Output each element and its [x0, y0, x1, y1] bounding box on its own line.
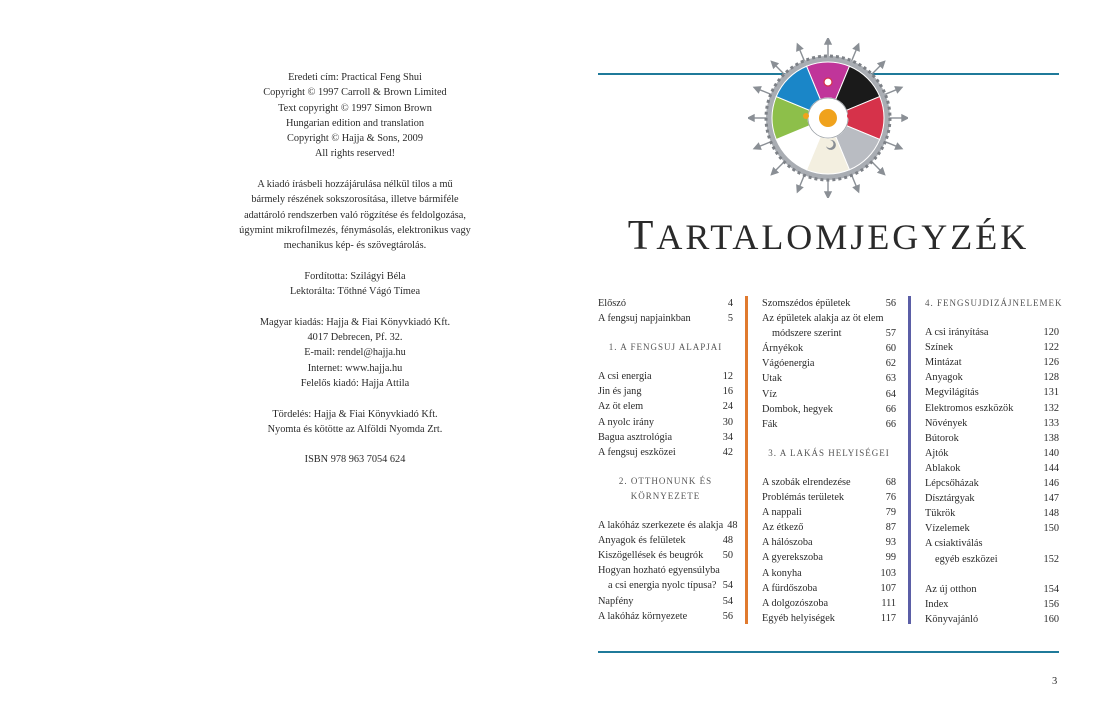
toc-entry-page: 64 — [885, 388, 896, 400]
toc-section-2-list — [598, 518, 738, 624]
toc-entry-page: 147 — [1043, 493, 1059, 505]
toc-entry[interactable] — [598, 609, 733, 624]
toc-entry-page: 12 — [722, 371, 733, 383]
toc-entry[interactable] — [925, 401, 1059, 416]
toc-entry[interactable] — [598, 399, 733, 414]
imprint-line: All rights reserved! — [314, 148, 396, 160]
imprint-line: Internet: www.hajja.hu — [307, 362, 403, 374]
imprint-line: Copyright © 1997 Carroll & Brown Limited — [263, 87, 447, 99]
toc-entry-title: Vágóenergia — [762, 358, 815, 370]
imprint-line: mechanikus kép- és szövegtárolás. — [283, 240, 427, 252]
toc-entry[interactable] — [762, 475, 896, 490]
toc-entry-page: 152 — [1043, 553, 1059, 565]
toc-entry-title: Anyagok — [925, 372, 963, 384]
toc-entry-title: Növények — [925, 417, 968, 429]
toc-entry-title: Víz — [762, 388, 777, 400]
toc-entry-title: Tükrök — [925, 508, 956, 520]
toc-entry-page: 132 — [1043, 402, 1059, 414]
toc-entry[interactable] — [762, 596, 896, 611]
bottom-rule — [598, 651, 1059, 653]
toc-entry-page: 107 — [880, 582, 896, 594]
toc-entry-page: 66 — [885, 418, 896, 430]
toc-entry[interactable] — [762, 326, 896, 341]
toc-entry[interactable] — [598, 594, 733, 609]
toc-entry-title: egyéb eszközei — [935, 553, 998, 565]
toc-entry-title: Szomszédos épületek — [762, 298, 851, 309]
toc-entry-page: 93 — [885, 537, 896, 549]
section-heading-line: 2. OTTHONUNK ÉS — [618, 475, 713, 486]
toc-entry-title: Problémás területek — [762, 492, 845, 504]
toc-end-list — [925, 582, 1059, 627]
toc-entry-page: 34 — [722, 431, 733, 443]
toc-entry-title: Az új otthon — [925, 583, 977, 595]
toc-entry[interactable] — [762, 296, 896, 311]
toc-entry[interactable] — [925, 340, 1059, 355]
toc-entry[interactable] — [925, 521, 1059, 536]
toc-entry-page: 4 — [727, 298, 733, 309]
toc-entry[interactable] — [598, 296, 733, 311]
toc-title: TARTALOMJEGYZÉK — [627, 213, 1030, 259]
toc-entry-page: 54 — [722, 580, 733, 592]
imprint-line: Nyomta és kötötte az Alföldi Nyomda Zrt. — [267, 423, 443, 435]
toc-entry[interactable] — [925, 582, 1059, 597]
toc-entry-page: 140 — [1043, 447, 1059, 459]
toc-entry-title: A szobák elrendezése — [762, 476, 851, 488]
imprint-line: A kiadó írásbeli hozzájárulása nélkül tilos a mű — [257, 179, 453, 191]
wheel-center-sun — [819, 109, 837, 127]
toc-entry-title: A csiaktiválás — [925, 538, 983, 550]
toc-section-2-continued-list — [762, 296, 896, 432]
toc-entry-page: 156 — [1043, 598, 1059, 610]
toc-section-4-list — [925, 325, 1059, 567]
toc-entry[interactable] — [925, 370, 1059, 385]
toc-column-1 — [598, 296, 738, 624]
imprint-publisher-block — [170, 315, 540, 391]
toc-entry[interactable] — [598, 548, 733, 563]
toc-entry-page: 131 — [1043, 387, 1059, 399]
toc-entry-title: Árnyékok — [762, 343, 804, 355]
imprint-line: Text copyright © 1997 Simon Brown — [278, 102, 432, 114]
imprint-line: Tördelés: Hajja & Fiai Könyvkiadó Kft. — [272, 408, 438, 420]
metal-symbol-icon — [847, 113, 853, 119]
section-heading-3 — [762, 446, 896, 461]
toc-entry-title: A gyerekszoba — [762, 552, 823, 564]
toc-entry-title: Lépcsőházak — [925, 478, 979, 490]
toc-entry-page: 148 — [1043, 508, 1059, 520]
toc-entry-page: 133 — [1043, 417, 1059, 429]
toc-entry-page: 66 — [885, 403, 896, 415]
toc-entry[interactable] — [762, 356, 896, 371]
imprint-line: E-mail: rendel@hajja.hu — [304, 347, 406, 359]
toc-entry[interactable] — [598, 415, 733, 430]
fire-symbol-icon — [824, 78, 832, 86]
toc-entry[interactable] — [762, 371, 896, 386]
toc-entry-page: 60 — [885, 343, 896, 355]
toc-entry-title: Index — [925, 598, 949, 610]
toc-entry-title: Kiszögellések és beugrók — [598, 550, 704, 562]
toc-entry-title: Ablakok — [925, 462, 961, 474]
toc-entry-page: 68 — [885, 476, 896, 488]
toc-entry[interactable] — [598, 445, 733, 460]
toc-entry-title: A fengsuj napjainkban — [598, 313, 691, 325]
toc-entry-page: 56 — [722, 610, 733, 622]
toc-entry-title: Dísztárgyak — [925, 493, 975, 505]
toc-entry-title: Vízelemek — [925, 523, 970, 535]
toc-entry-page: 63 — [885, 373, 896, 385]
toc-entry[interactable] — [925, 597, 1059, 612]
section-heading-line: 3. A LAKÁS HELYISÉGEI — [768, 447, 890, 458]
toc-entry[interactable] — [598, 518, 738, 533]
toc-section-1-list — [598, 369, 733, 460]
imprint-line: bármely részének sokszorosítása, illetve bármiféle — [251, 194, 459, 206]
toc-column-3 — [925, 296, 1063, 627]
toc-entry[interactable] — [925, 506, 1059, 521]
spacer — [925, 567, 1059, 582]
toc-entry-page: 146 — [1043, 478, 1059, 490]
imprint-rights-block — [170, 177, 540, 253]
section-heading-1 — [598, 340, 733, 355]
imprint-line: 4017 Debrecen, Pf. 32. — [307, 332, 403, 344]
toc-entry-page: 48 — [722, 535, 733, 547]
toc-entry-page: 54 — [722, 595, 733, 607]
toc-entry-page: 30 — [722, 416, 733, 428]
toc-entry-title: A hálószoba — [762, 537, 813, 549]
toc-entry-title: Egyéb helyiségek — [762, 612, 835, 624]
toc-entry[interactable] — [925, 552, 1059, 567]
toc-entry-title: A konyha — [762, 567, 802, 579]
imprint-line: úgymint mikrofilmezés, fénymásolás, elektronikus vagy — [239, 224, 471, 236]
toc-entry-title: A lakóház szerkezete és alakja — [598, 520, 724, 532]
toc-entry-page: 126 — [1043, 357, 1059, 369]
toc-entry-page: 150 — [1043, 523, 1059, 535]
toc-entry-title: A nappali — [762, 507, 802, 519]
toc-entry-page: 99 — [885, 552, 896, 564]
imprint-original-title-block — [170, 70, 540, 162]
toc-entry[interactable] — [925, 431, 1059, 446]
toc-entry[interactable] — [762, 387, 896, 402]
toc-entry[interactable] — [598, 430, 733, 445]
toc-entry-title: A lakóház környezete — [598, 610, 688, 622]
toc-entry-page: 48 — [727, 520, 738, 532]
toc-entry-title: A fengsuj eszközei — [598, 446, 676, 458]
toc-entry[interactable] — [925, 536, 1059, 551]
toc-entry[interactable] — [762, 535, 896, 550]
toc-entry[interactable] — [762, 417, 896, 432]
toc-entry-page: 138 — [1043, 432, 1059, 444]
toc-entry[interactable] — [925, 385, 1059, 400]
imprint-line: Copyright © Hajja & Sons, 2009 — [287, 133, 423, 145]
toc-entry-page: 42 — [722, 446, 733, 458]
toc-entry-title: Ajtók — [925, 447, 949, 459]
toc-entry-page: 24 — [722, 401, 733, 413]
toc-entry[interactable] — [762, 581, 896, 596]
toc-entry-title: A csi irányítása — [925, 327, 989, 339]
toc-entry[interactable] — [762, 311, 896, 326]
toc-entry[interactable] — [762, 490, 896, 505]
imprint-translator-block — [170, 269, 540, 300]
toc-entry-title: a csi energia nyolc típusa? — [608, 580, 717, 592]
toc-entry[interactable] — [925, 446, 1059, 461]
toc-entry-title: Színek — [925, 342, 954, 354]
toc-entry-page: 57 — [885, 328, 896, 340]
toc-entry-title: Anyagok és felületek — [598, 535, 686, 547]
toc-entry-page: 111 — [881, 597, 896, 609]
toc-entry[interactable] — [925, 325, 1059, 340]
toc-entry[interactable] — [762, 611, 896, 626]
imprint-line: Hungarian edition and translation — [285, 117, 425, 129]
toc-entry-page: 122 — [1043, 342, 1059, 354]
toc-entry-title: Az étkező — [762, 522, 804, 534]
toc-entry[interactable] — [925, 612, 1059, 627]
toc-entry-page: 5 — [727, 313, 733, 325]
imprint-line: Eredeti cím: Practical Feng Shui — [288, 72, 422, 83]
toc-entry-page: 120 — [1043, 327, 1059, 339]
toc-entry[interactable] — [598, 369, 733, 384]
toc-entry-title: A csi energia — [598, 371, 652, 383]
toc-entry-title: Bagua asztrológia — [598, 431, 673, 443]
toc-entry-page: 76 — [885, 492, 896, 504]
toc-entry-title: Utak — [762, 373, 783, 385]
toc-entry[interactable] — [925, 416, 1059, 431]
toc-entry-title: Napfény — [598, 595, 634, 607]
toc-entry-title: Könyvajánló — [925, 613, 979, 625]
toc-entry[interactable] — [598, 578, 733, 593]
toc-entry-page: 154 — [1043, 583, 1059, 595]
toc-entry-title: Hogyan hozható egyensúlyba — [598, 565, 720, 577]
toc-entry[interactable] — [762, 402, 896, 417]
toc-entry-title: Bútorok — [925, 432, 959, 444]
toc-entry-page: 50 — [722, 550, 733, 562]
section-heading-line: 1. A FENGSUJ ALAPJAI — [608, 342, 723, 353]
toc-entry-title: Jin és jang — [598, 386, 642, 398]
imprint-isbn-block — [170, 452, 540, 467]
toc-entry-page: 56 — [885, 298, 896, 309]
toc-entry[interactable] — [762, 550, 896, 565]
toc-entry-title: Az öt elem — [598, 401, 644, 413]
section-heading-line: 4. FENGSUJDIZÁJNELEMEK — [925, 298, 1063, 308]
toc-entry[interactable] — [762, 505, 896, 520]
toc-entry-page: 160 — [1043, 613, 1059, 625]
page-number: 3 — [1052, 676, 1058, 687]
toc-entry[interactable] — [762, 566, 896, 581]
wood-symbol-icon — [803, 113, 809, 119]
imprint-printing-block — [170, 407, 540, 438]
imprint-line: adattároló rendszerben való rögzítése és feldolgozása, — [244, 209, 466, 221]
bagua-wheel-illustration — [748, 38, 908, 198]
toc-entry[interactable] — [762, 341, 896, 356]
toc-entry-title: Elektromos eszközök — [925, 402, 1014, 414]
imprint-line: Fordította: Szilágyi Béla — [304, 270, 406, 282]
toc-entry[interactable] — [598, 384, 733, 399]
toc-column-2 — [762, 296, 896, 626]
imprint — [170, 70, 540, 483]
section-heading-2 — [598, 474, 733, 504]
toc-entry-page: 79 — [885, 507, 896, 519]
toc-entry-page: 117 — [880, 612, 896, 624]
toc-entry[interactable] — [598, 563, 733, 578]
toc-entry-title: A fürdőszoba — [762, 582, 818, 594]
toc-entry[interactable] — [925, 355, 1059, 370]
imprint-line: Felelős kiadó: Hajja Attila — [300, 377, 410, 389]
toc-entry-title: Megvilágítás — [925, 387, 979, 399]
toc-entry-page: 128 — [1043, 372, 1059, 384]
toc-entry-page: 103 — [880, 567, 896, 579]
toc-entry-title: módszere szerint — [772, 328, 842, 340]
toc-entry[interactable] — [598, 311, 733, 326]
toc-section-3-list — [762, 475, 896, 626]
toc-entry-title: A nyolc irány — [598, 416, 655, 428]
column-divider-orange — [745, 296, 748, 624]
toc-entry[interactable] — [762, 520, 896, 535]
imprint-line: Lektorálta: Tőthné Vágó Tímea — [289, 286, 421, 298]
toc-entry-title: Dombok, hegyek — [762, 403, 833, 415]
imprint-line: Magyar kiadás: Hajja & Fiai Könyvkiadó Kft. — [259, 316, 451, 328]
toc-entry[interactable] — [598, 533, 733, 548]
toc-entry-page: 16 — [722, 386, 733, 398]
toc-entry-title: Mintázat — [925, 357, 962, 369]
column-divider-blue — [908, 296, 911, 624]
toc-entry-page: 144 — [1043, 462, 1059, 474]
toc-entry-page: 87 — [885, 522, 896, 534]
imprint-line: ISBN 978 963 7054 624 — [304, 454, 406, 466]
toc-entry-title: A dolgozószoba — [762, 597, 829, 609]
toc-entry-page: 62 — [885, 358, 896, 370]
section-heading-line: KÖRNYEZETE — [630, 490, 701, 501]
toc-entry-title: Fák — [762, 418, 778, 430]
toc-entry[interactable] — [925, 491, 1059, 506]
toc-entry[interactable] — [925, 461, 1059, 476]
section-heading-4 — [925, 296, 1063, 311]
toc-entry[interactable] — [925, 476, 1059, 491]
toc-intro-list — [598, 296, 733, 326]
toc-entry-title: Előszó — [598, 298, 627, 309]
toc-entry-title: Az épületek alakja az öt elem — [762, 313, 884, 325]
